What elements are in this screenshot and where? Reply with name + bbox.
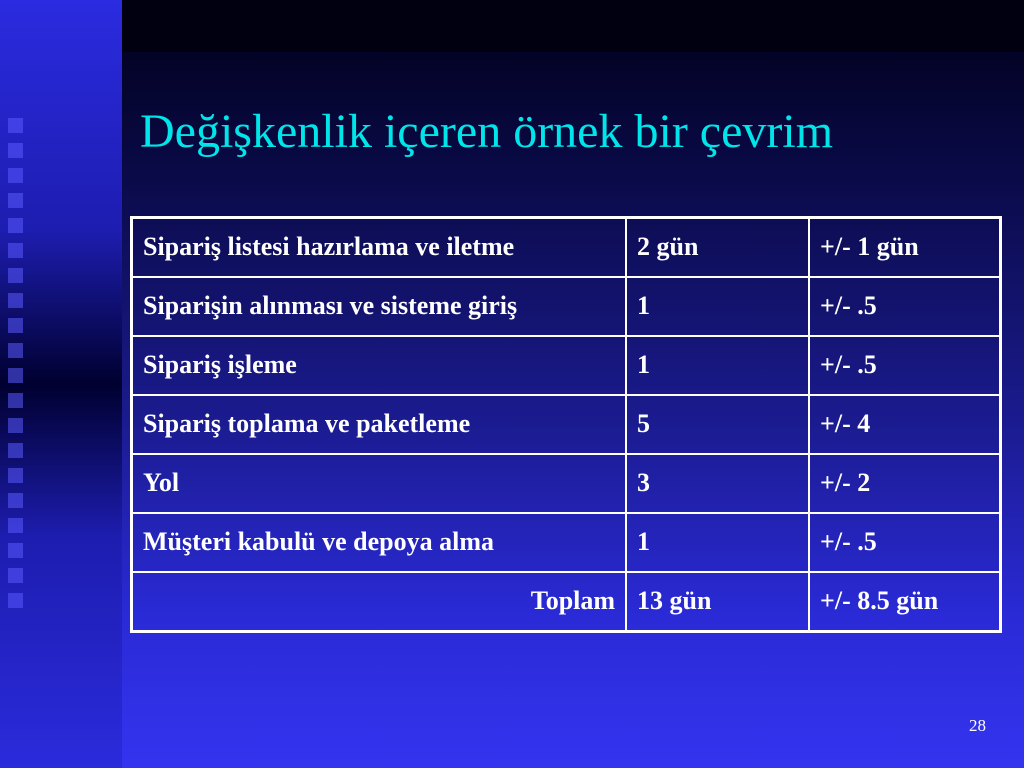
- variation-cell: +/- .5: [809, 336, 1000, 395]
- decorative-square: [8, 518, 23, 533]
- step-cell: Müşteri kabulü ve depoya alma: [132, 513, 627, 572]
- decorative-square: [8, 193, 23, 208]
- duration-cell: 2 gün: [626, 218, 809, 278]
- decorative-square: [8, 293, 23, 308]
- step-cell: Siparişin alınması ve sisteme giriş: [132, 277, 627, 336]
- step-cell: Sipariş listesi hazırlama ve iletme: [132, 218, 627, 278]
- decorative-square: [8, 593, 23, 608]
- variation-cell: +/- 2: [809, 454, 1000, 513]
- duration-cell: 5: [626, 395, 809, 454]
- page-number: 28: [969, 716, 986, 735]
- cycle-table: [130, 216, 1002, 633]
- table-row: [132, 454, 1001, 513]
- decorative-square: [8, 468, 23, 483]
- total-label: Toplam: [132, 572, 627, 632]
- decorative-square: [8, 268, 23, 283]
- decorative-square: [8, 143, 23, 158]
- decorative-square: [8, 443, 23, 458]
- decorative-left-band: [0, 0, 122, 768]
- decorative-square: [8, 243, 23, 258]
- decorative-square: [8, 493, 23, 508]
- decorative-square: [8, 543, 23, 558]
- step-cell: Sipariş toplama ve paketleme: [132, 395, 627, 454]
- decorative-square: [8, 318, 23, 333]
- table-row: [132, 218, 1001, 278]
- table-row: [132, 336, 1001, 395]
- decorative-top-band: [122, 0, 1024, 52]
- decorative-square: [8, 368, 23, 383]
- slide-title: Değişkenlik içeren örnek bir çevrim: [140, 105, 834, 158]
- decorative-square: [8, 418, 23, 433]
- total-duration: 13 gün: [626, 572, 809, 632]
- table-row: [132, 277, 1001, 336]
- variation-cell: +/- .5: [809, 513, 1000, 572]
- decorative-square: [8, 218, 23, 233]
- decorative-square: [8, 343, 23, 358]
- table-row: [132, 513, 1001, 572]
- decorative-square: [8, 168, 23, 183]
- variation-cell: +/- .5: [809, 277, 1000, 336]
- decorative-squares: [8, 118, 26, 618]
- total-row: [132, 572, 1001, 632]
- variation-cell: +/- 1 gün: [809, 218, 1000, 278]
- decorative-square: [8, 393, 23, 408]
- duration-cell: 3: [626, 454, 809, 513]
- decorative-square: [8, 118, 23, 133]
- variation-cell: +/- 4: [809, 395, 1000, 454]
- step-cell: Yol: [132, 454, 627, 513]
- decorative-square: [8, 568, 23, 583]
- total-variation: +/- 8.5 gün: [809, 572, 1000, 632]
- step-cell: Sipariş işleme: [132, 336, 627, 395]
- duration-cell: 1: [626, 277, 809, 336]
- table-row: [132, 395, 1001, 454]
- duration-cell: 1: [626, 336, 809, 395]
- duration-cell: 1: [626, 513, 809, 572]
